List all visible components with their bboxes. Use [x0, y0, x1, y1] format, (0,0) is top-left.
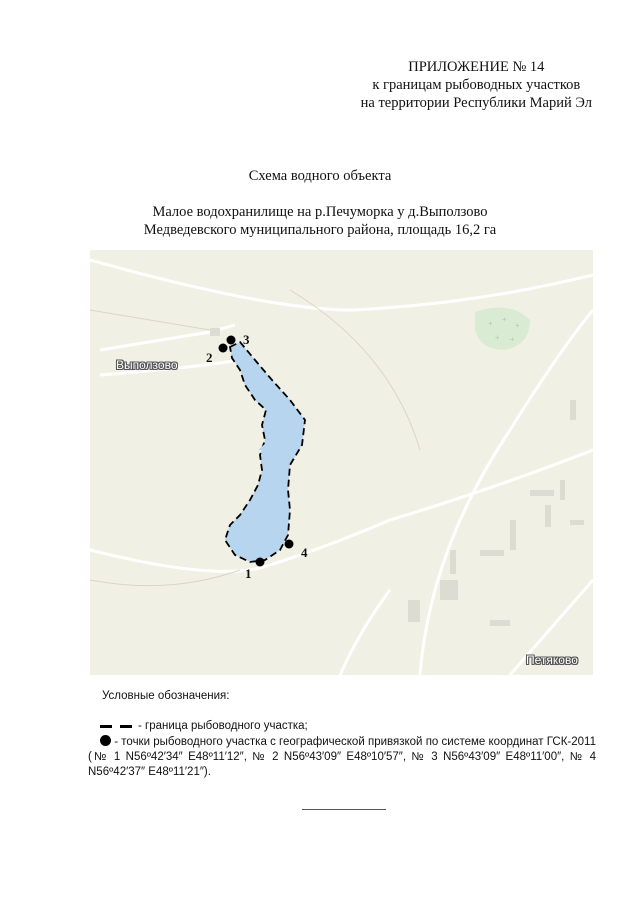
building-4 — [510, 520, 516, 550]
point-number-1: 1 — [245, 566, 252, 581]
building-6 — [545, 505, 551, 527]
field-mark-4: + — [495, 333, 500, 342]
boundary-point-2 — [219, 344, 228, 353]
point-number-3: 3 — [243, 332, 250, 347]
boundary-point-1 — [256, 558, 265, 567]
building-5 — [530, 490, 554, 496]
legend-boundary-text: - граница рыбоводного участка; — [138, 720, 308, 732]
point-number-2: 2 — [206, 350, 213, 365]
legend-boundary-row — [100, 720, 308, 732]
legend-title: Условные обозначения: — [102, 690, 230, 702]
field-mark-2: + — [502, 315, 507, 324]
field-mark-5: + — [510, 335, 515, 344]
village-label-vypolzovo: Выползово — [116, 358, 178, 372]
legend-points-row — [88, 735, 596, 780]
water-object-district: Медведевского муниципального района, площадь 16,2 га — [143, 222, 497, 238]
building-9 — [450, 550, 456, 574]
legend-points-text: - точки рыбоводного участка с географической привязкой по системе координат ГСК-2011 (№ 1 N56º42′34″ E48º11′12″, № 2 N56º43′09″ E48º10′57″, № 3 N56º43′09″ E48º11′00″, № 4 N56º42′37″ E48º11′21″). — [88, 736, 596, 778]
building-10 — [570, 400, 576, 420]
building-2 — [408, 600, 420, 622]
building-3 — [480, 550, 504, 556]
boundary-point-4 — [285, 540, 294, 549]
point-symbol-icon — [100, 735, 111, 746]
appendix-header — [361, 58, 592, 112]
scheme-title: Схема водного объекта — [248, 168, 392, 184]
appendix-subtitle-2: на территории Республики Марий Эл — [360, 95, 592, 111]
footer-divider — [302, 809, 386, 810]
field-mark-1: + — [488, 319, 493, 328]
map-area — [90, 250, 593, 675]
field-mark-3: + — [515, 321, 520, 330]
point-number-4: 4 — [301, 545, 308, 560]
building-8 — [570, 520, 584, 525]
water-object-description — [0, 203, 640, 239]
village-label-petyakovo: Петяково — [526, 653, 578, 667]
building-12 — [210, 328, 220, 336]
building-1 — [440, 580, 458, 600]
water-object-name: Малое водохранилище на р.Печуморка у д.Выползово — [152, 204, 488, 220]
dashed-line-symbol — [100, 725, 134, 728]
map-canvas — [90, 250, 593, 675]
appendix-subtitle-1: к границам рыбоводных участков — [372, 77, 581, 93]
building-7 — [560, 480, 565, 500]
building-11 — [490, 620, 510, 626]
boundary-point-3 — [227, 336, 236, 345]
appendix-number: ПРИЛОЖЕНИЕ № 14 — [408, 59, 545, 75]
